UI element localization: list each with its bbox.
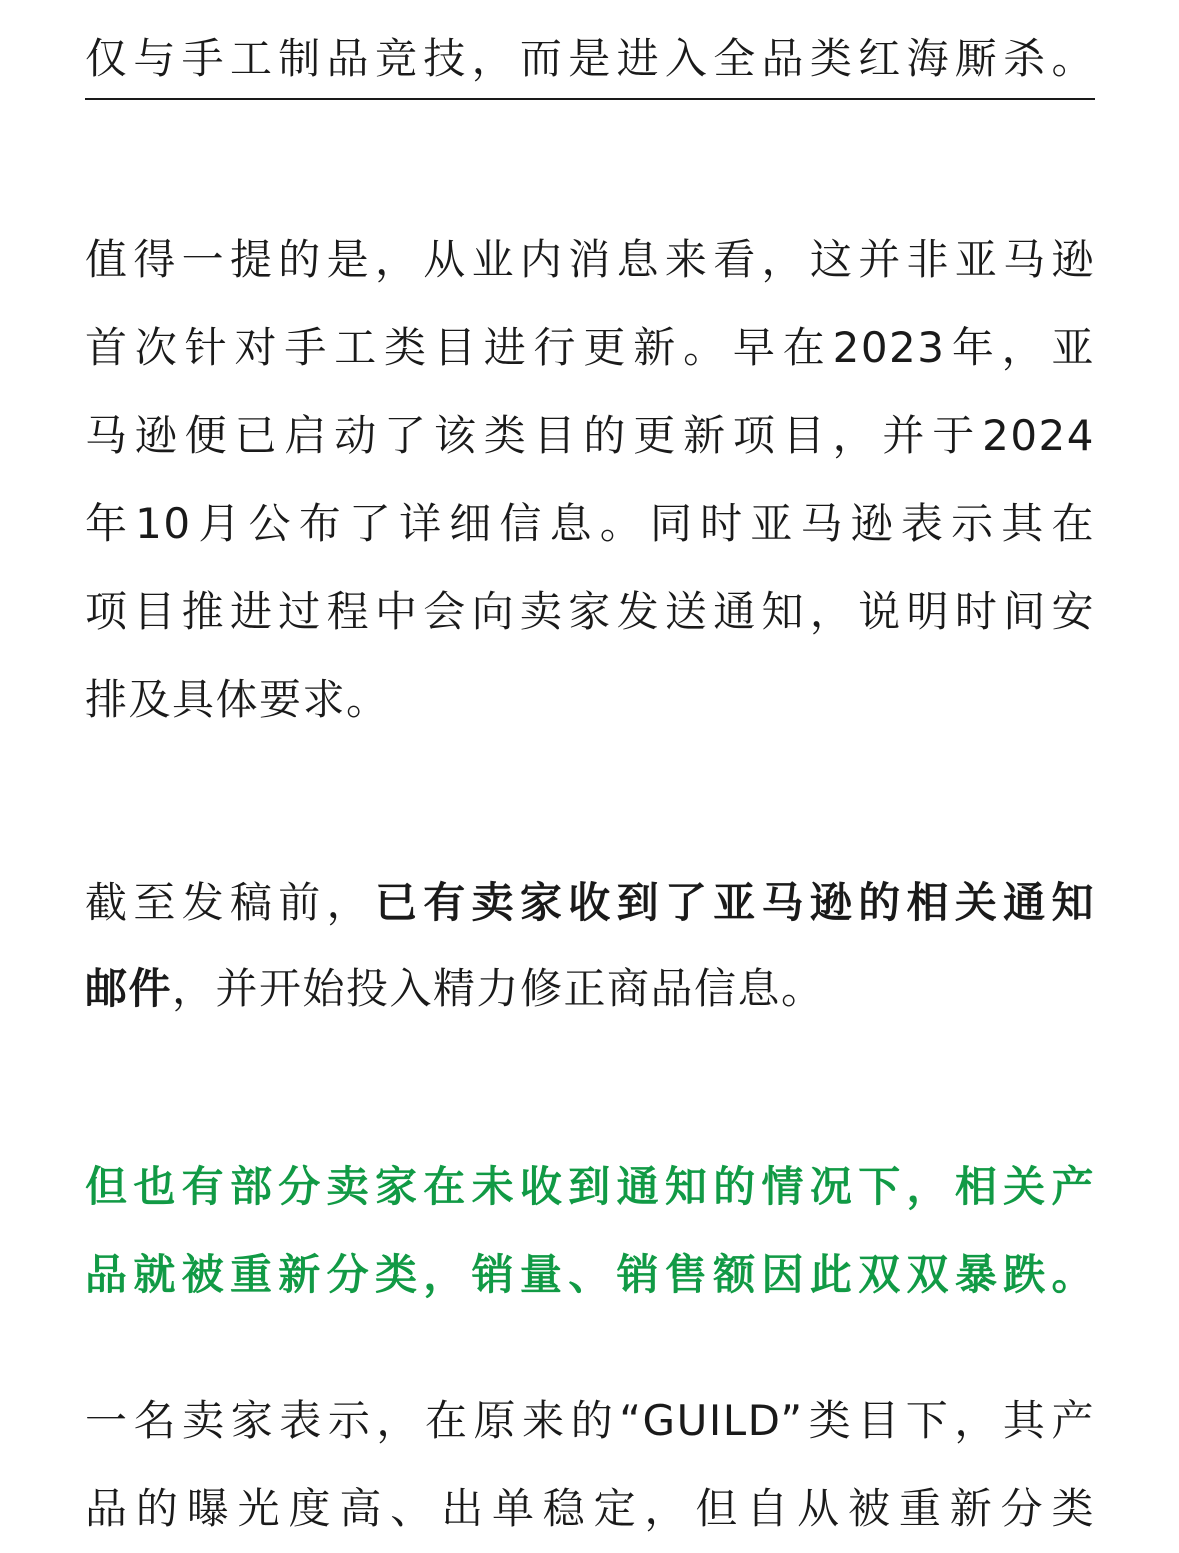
paragraph-1-line-2: 首次针对手工类目进行更新。早在2023年，亚 bbox=[85, 323, 1095, 372]
paragraph-2-bold-text-continued: 邮件 bbox=[85, 964, 173, 1013]
paragraph-1-line-3: 马逊便已启动了该类目的更新项目，并于2024 bbox=[85, 411, 1095, 460]
paragraph-2-normal-text: 截至发稿前， bbox=[85, 878, 375, 927]
paragraph-1-line-1: 值得一提的是，从业内消息来看，这并非亚马逊 bbox=[85, 235, 1095, 284]
paragraph-2-line-2 bbox=[85, 945, 1095, 1033]
paragraph-1-line-4: 年10月公布了详细信息。同时亚马逊表示其在 bbox=[85, 499, 1095, 548]
paragraph-0-line-1: 仅与手工制品竞技，而是进入全品类红海厮杀。 bbox=[85, 34, 1095, 83]
paragraph-2-bold-text: 已有卖家收到了亚马逊的相关通知 bbox=[374, 878, 1095, 927]
paragraph-4-line-1: 一名卖家表示，在原来的“GUILD”类目下，其产 bbox=[85, 1396, 1095, 1445]
paragraph-1-line-5: 项目推进过程中会向卖家发送通知，说明时间安 bbox=[85, 587, 1095, 636]
paragraph-1-line-6: 排及具体要求。 bbox=[85, 675, 390, 724]
underlined-text-line bbox=[85, 20, 1095, 100]
highlighted-paragraph-line-1: 但也有部分卖家在未收到通知的情况下，相关产 bbox=[85, 1162, 1095, 1211]
highlighted-paragraph-line-2: 品就被重新分类，销量、销售额因此双双暴跌。 bbox=[85, 1250, 1095, 1299]
paragraph-2-normal-text-continued: ，并开始投入精力修正商品信息。 bbox=[172, 964, 825, 1013]
paragraph-4-line-2: 品的曝光度高、出单稳定，但自从被重新分类 bbox=[85, 1484, 1095, 1533]
paragraph-2-line-1 bbox=[85, 859, 1095, 947]
